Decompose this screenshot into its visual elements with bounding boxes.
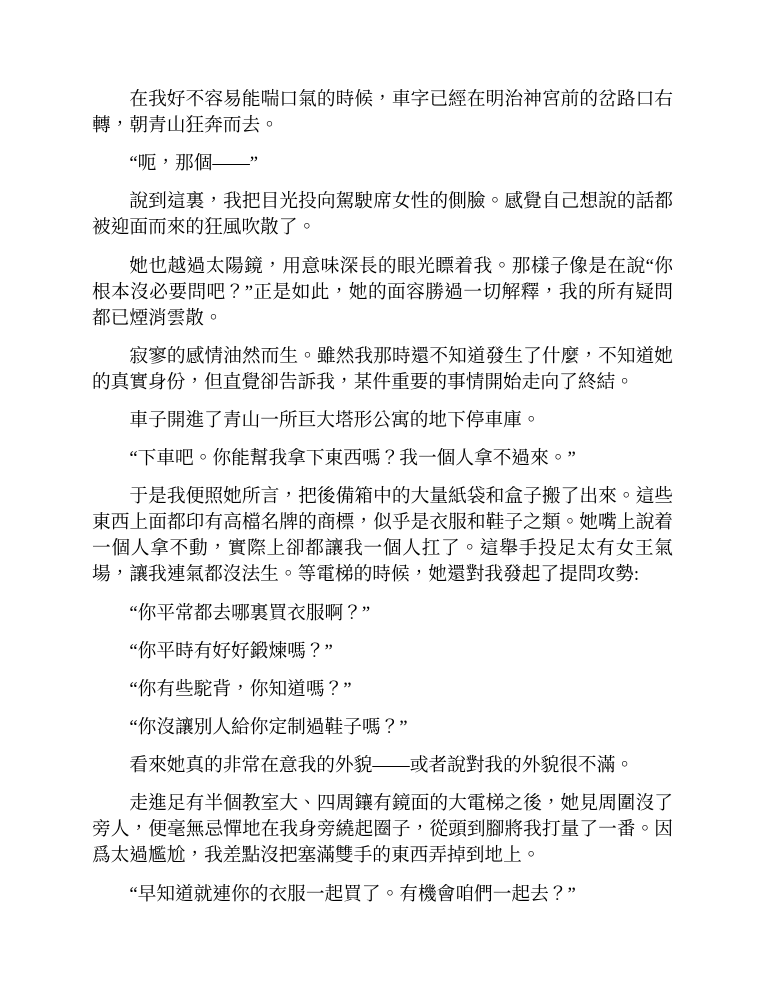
paragraph: 走進足有半個教室大、四周鑲有鏡面的大電梯之後，她見周圍沒了旁人，便毫無忌憚地在我身旁繞起圈子，從頭到腳將我打量了一番。因爲太過尷尬，我差點沒把塞滿雙手的東西弄掉到地上。: [92, 793, 673, 867]
paragraph: 車子開進了青山一所巨大塔形公寓的地下停車庫。: [129, 409, 541, 431]
dialogue-line: “你平常都去哪裏買衣服啊？”: [129, 602, 371, 624]
text-body: [92, 87, 673, 920]
paragraph: 寂寥的感情油然而生。雖然我那時還不知道發生了什麼，不知道她的真實身份，但直覺卻告訴我，某件重要的事情開始走向了終結。: [92, 345, 673, 393]
dialogue-line: “呃，那個——”: [129, 153, 259, 175]
paragraph: 看來她真的非常在意我的外貌——或者說對我的外貌很不滿。: [129, 755, 634, 777]
dialogue-line: “你沒讓別人給你定制過鞋子嗎？”: [129, 717, 408, 739]
paragraph: 她也越過太陽鏡，用意味深長的眼光瞟着我。那樣子像是在說“你根本沒必要問吧？”正是如此，她的面容勝過一切解釋，我的所有疑問都已煙消雲散。: [92, 255, 673, 329]
dialogue-line: “你有些駝背，你知道嗎？”: [129, 678, 352, 700]
paragraph: 于是我便照她所言，把後備箱中的大量紙袋和盒子搬了出來。這些東西上面都印有高檔名牌的商標，似乎是衣服和鞋子之類。她嘴上說着一個人拿不動，實際上卻都讓我一個人扛了。這舉手投足太有女王氣場，讓我連氣都沒法生。等電梯的時候，她還對我發起了提問攻勢:: [92, 486, 673, 586]
paragraph: 說到這裏，我把目光投向駕駛席女性的側臉。感覺自己想說的話都被迎面而來的狂風吹散了。: [92, 191, 673, 239]
dialogue-line: “下車吧。你能幫我拿下東西嗎？我一個人拿不過來。”: [129, 448, 576, 470]
dialogue-line: “你平時有好好鍛煉嗎？”: [129, 640, 333, 662]
paragraph: 在我好不容易能喘口氣的時候，車字已經在明治神宮前的岔路口右轉，朝青山狂奔而去。: [92, 89, 673, 136]
dialogue-line: “早知道就連你的衣服一起買了。有機會咱們一起去？”: [129, 883, 576, 905]
